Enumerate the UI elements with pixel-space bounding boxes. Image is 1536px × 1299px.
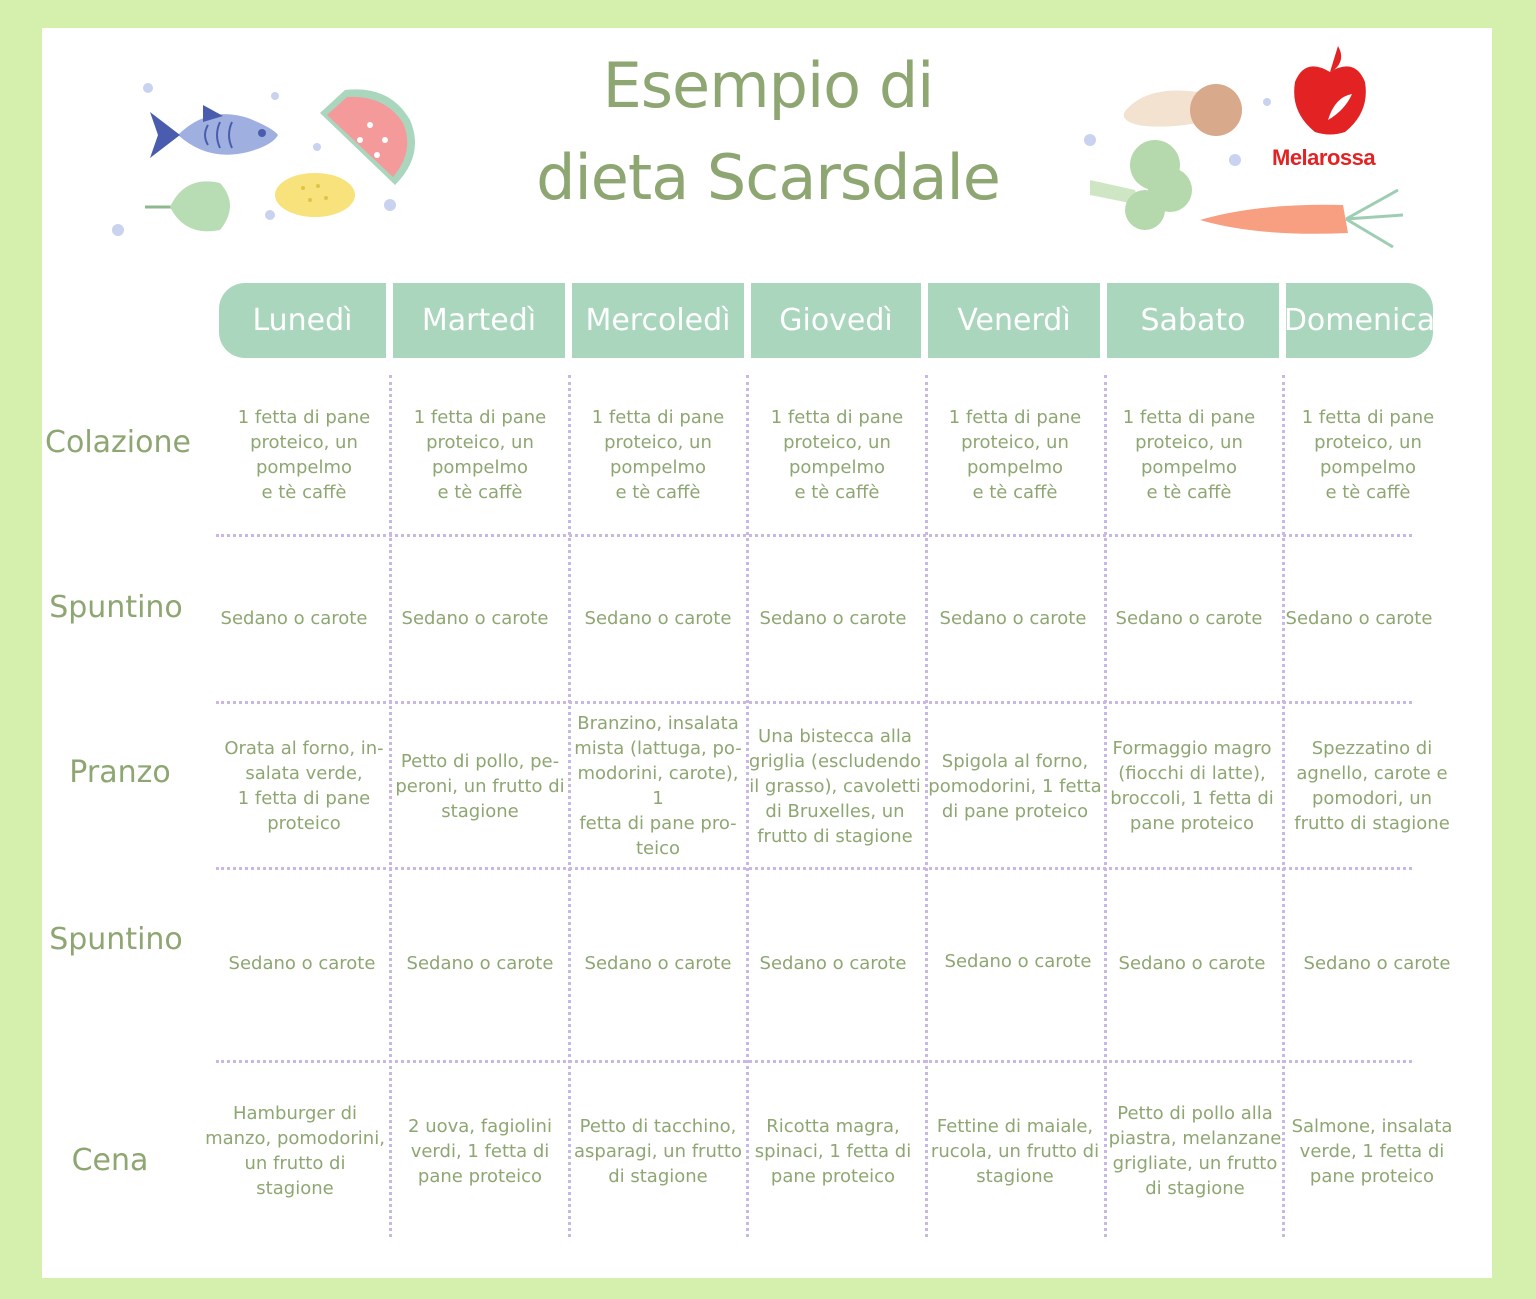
carrot-icon <box>1198 185 1408 255</box>
meal-cell: 1 fetta di pane proteico, un pompelmo e tè caffè <box>770 407 904 503</box>
meal-cell: Orata al forno, in- salata verde, 1 fetta di pane proteico <box>224 738 384 834</box>
brand-logo-text: Melarossa <box>1272 145 1376 170</box>
title-line-2: dieta Scarsdale <box>536 141 1000 214</box>
meal-cell: Formaggio magro (fiocchi di latte), broccoli, 1 fetta di pane proteico <box>1110 738 1274 834</box>
header-mercoledi: Mercoledì <box>572 283 744 358</box>
meal-cell: Una bistecca alla griglia (escludendo il grasso), cavoletti di Bruxelles, un frutto di stagione <box>748 725 922 847</box>
meal-cell: 1 fetta di pane proteico, un pompelmo e tè caffè <box>237 407 371 503</box>
header-domenica: Domenica <box>1286 283 1433 358</box>
meal-cell: Petto di pollo, pe- peroni, un frutto di stagione <box>395 750 565 822</box>
header-giovedi: Giovedì <box>751 283 921 358</box>
header-venerdi: Venerdì <box>928 283 1100 358</box>
meal-label-spuntino-2: Spuntino <box>49 922 183 957</box>
meal-cell: Sedano o carote <box>406 952 554 974</box>
meal-cell: Branzino, insalata mista (lattuga, po- modorini, carote), 1 fetta di pane pro- teico <box>574 713 742 859</box>
meal-label-colazione: Colazione <box>45 425 191 460</box>
meal-cell: Sedano o carote <box>1285 607 1433 629</box>
bubbles-left <box>100 70 410 250</box>
row-divider <box>216 534 1412 537</box>
meal-cell: Sedano o carote <box>759 607 907 629</box>
meal-cell: Petto di pollo alla piastra, melanzane grigliate, un frutto di stagione <box>1108 1103 1282 1199</box>
meal-cell: Salmone, insalata verde, 1 fetta di pane proteico <box>1291 1115 1453 1187</box>
meal-cell: 1 fetta di pane proteico, un pompelmo e tè caffè <box>413 407 547 503</box>
meal-cell: Sedano o carote <box>939 607 1087 629</box>
header-sabato: Sabato <box>1107 283 1279 358</box>
meal-cell: Spigola al forno, pomodorini, 1 fetta di pane proteico <box>928 750 1102 822</box>
meal-cell: Sedano o carote <box>1303 952 1451 974</box>
page-title <box>500 40 1036 224</box>
meal-cell: Hamburger di manzo, pomodorini, un frutto di stagione <box>205 1103 385 1199</box>
meal-cell: 2 uova, fagiolini verdi, 1 fetta di pane proteico <box>408 1115 552 1187</box>
meal-cell: Ricotta magra, spinaci, 1 fetta di pane proteico <box>754 1115 912 1187</box>
header-lunedi: Lunedì <box>219 283 386 358</box>
meal-cell: 1 fetta di pane proteico, un pompelmo e tè caffè <box>1122 407 1256 503</box>
meal-cell: Sedano o carote <box>228 952 376 974</box>
meal-cell: 1 fetta di pane proteico, un pompelmo e tè caffè <box>591 407 725 503</box>
title-line-1: Esempio di <box>602 49 934 122</box>
row-divider <box>216 867 1412 870</box>
meal-label-pranzo: Pranzo <box>69 755 171 790</box>
row-divider <box>216 701 1412 704</box>
meal-cell: Sedano o carote <box>220 607 368 629</box>
header-martedi: Martedì <box>393 283 565 358</box>
meal-cell: Sedano o carote <box>1115 607 1263 629</box>
meal-cell: Sedano o carote <box>1118 952 1266 974</box>
row-divider <box>216 1060 1412 1063</box>
meal-cell: 1 fetta di pane proteico, un pompelmo e tè caffè <box>1301 407 1435 503</box>
meal-cell: Petto di tacchino, asparagi, un frutto di stagione <box>574 1115 742 1187</box>
meal-cell: 1 fetta di pane proteico, un pompelmo e tè caffè <box>948 407 1082 503</box>
meal-cell: Sedano o carote <box>584 607 732 629</box>
meal-label-cena: Cena <box>71 1143 149 1178</box>
meal-label-spuntino-1: Spuntino <box>49 590 183 625</box>
meal-cell: Fettine di maiale, rucola, un frutto di stagione <box>930 1115 1100 1187</box>
meal-cell: Sedano o carote <box>584 952 732 974</box>
meal-cell: Spezzatino di agnello, carote e pomodori, un frutto di stagione <box>1294 738 1450 834</box>
meal-cell: Sedano o carote <box>944 950 1092 972</box>
meal-cell: Sedano o carote <box>759 952 907 974</box>
meal-cell: Sedano o carote <box>401 607 549 629</box>
